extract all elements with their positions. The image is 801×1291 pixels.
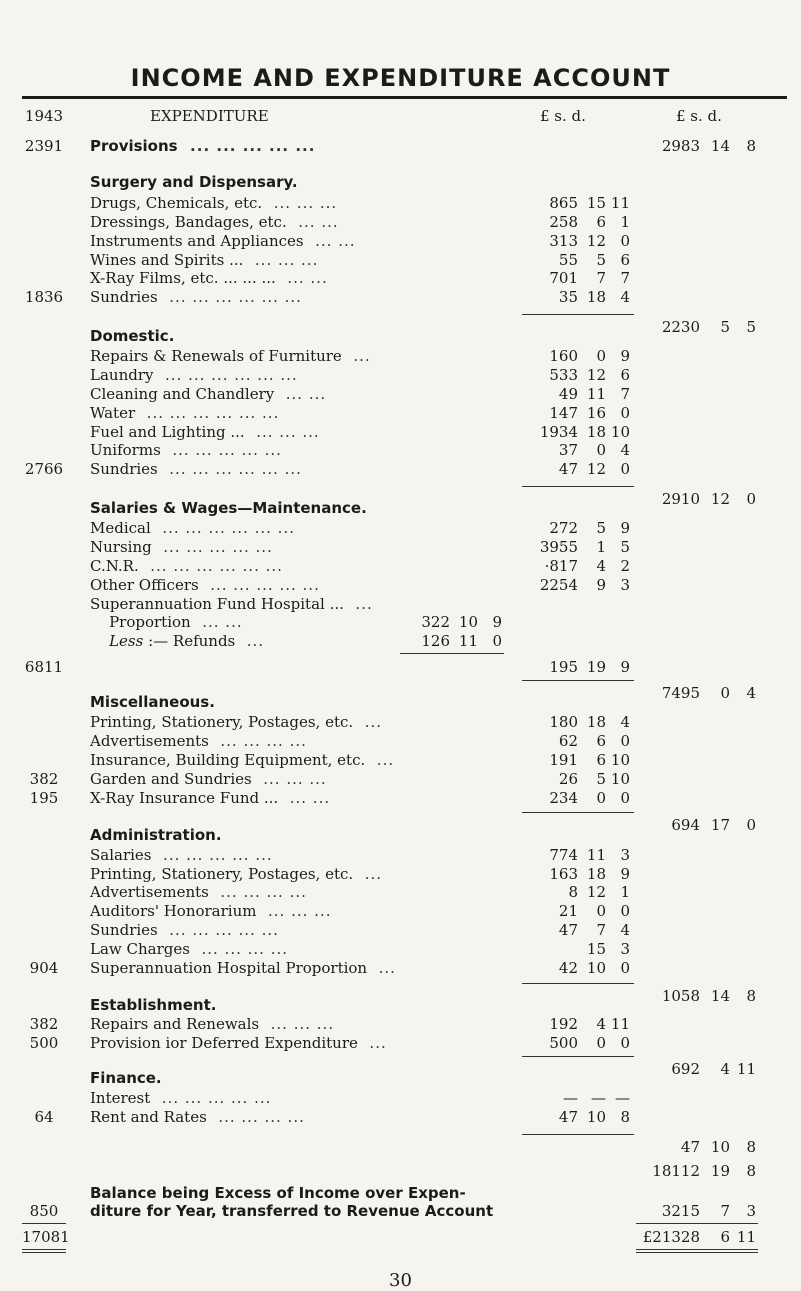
amount-pence: 0 — [620, 404, 630, 422]
line-item-label: Superannuation Hospital Proportion ... — [90, 959, 396, 977]
leader-dots: ... ... ... ... ... ... — [138, 557, 283, 575]
amount-shillings: 7 — [596, 921, 606, 939]
amount-pence: 0 — [620, 959, 630, 977]
amount-pence: 3 — [620, 846, 630, 864]
amount-pence: 11 — [610, 194, 630, 212]
subtotal-rule — [522, 812, 634, 813]
year-rule — [22, 1223, 66, 1224]
year-cell: 64 — [34, 1108, 54, 1126]
line-item-label: Fuel and Lighting ... ... ... ... — [90, 423, 320, 441]
amount-pence: 10 — [610, 423, 630, 441]
expenditure-header: EXPENDITURE — [150, 107, 269, 125]
amount-shillings: 0 — [596, 902, 606, 920]
line-item-label: Interest ... ... ... ... ... — [90, 1089, 272, 1107]
inner-pounds: 126 — [421, 632, 450, 650]
amount-pence: 4 — [620, 441, 630, 459]
amount-pounds: — — [563, 1089, 578, 1107]
line-item-label: Cleaning and Chandlery ... ... — [90, 385, 327, 403]
year-double-rule — [22, 1249, 66, 1250]
amount-pence: 9 — [620, 658, 630, 676]
total-shillings: 5 — [720, 318, 730, 336]
amount-pounds: 21 — [558, 902, 578, 920]
balance-label: diture for Year, transferred to Revenue Account — [90, 1202, 494, 1220]
line-item-label: Superannuation Fund Hospital ... ... — [90, 595, 373, 613]
leader-dots: ... ... ... ... ... ... — [153, 366, 298, 384]
section-heading: Finance. — [90, 1069, 162, 1087]
subtotal-rule — [522, 1134, 634, 1135]
balance-label: Balance being Excess of Income over Expen- — [90, 1184, 466, 1202]
leader-dots: ... ... ... ... ... ... — [157, 288, 302, 306]
inner-pounds: 322 — [421, 613, 450, 631]
line-item-label: Nursing ... ... ... ... ... — [90, 538, 273, 556]
amount-pounds: 163 — [549, 865, 578, 883]
total-pounds: 694 — [671, 816, 700, 834]
amount-pounds: 272 — [549, 519, 578, 537]
total-pence: 8 — [746, 987, 756, 1005]
amount-pounds: 42 — [558, 959, 578, 977]
amount-pounds: 49 — [558, 385, 578, 403]
amount-shillings: 15 — [586, 194, 606, 212]
total-shillings: 14 — [710, 987, 730, 1005]
amount-shillings: 4 — [596, 1015, 606, 1033]
total-pounds: 2910 — [661, 490, 700, 508]
amount-shillings: 11 — [586, 385, 606, 403]
line-item-label: Other Officers ... ... ... ... ... — [90, 576, 320, 594]
amount-shillings: 12 — [586, 232, 606, 250]
line-item-label: Sundries ... ... ... ... ... ... — [90, 460, 302, 478]
amount-shillings: 0 — [596, 789, 606, 807]
balance-pounds: 3215 — [661, 1202, 700, 1220]
line-item-label: Repairs & Renewals of Furniture ... — [90, 347, 371, 365]
total-shillings: 12 — [710, 490, 730, 508]
amount-pence: 4 — [620, 921, 630, 939]
total-shillings: 14 — [710, 137, 730, 155]
leader-dots: ... ... — [278, 789, 331, 807]
line-item-label: Dressings, Bandages, etc. ... ... — [90, 213, 339, 231]
amount-shillings: 18 — [586, 288, 606, 306]
amount-shillings: 16 — [586, 404, 606, 422]
leader-dots: ... ... ... ... ... ... — [150, 519, 295, 537]
line-item-label: Advertisements ... ... ... ... — [90, 883, 307, 901]
leader-dots: ... — [343, 595, 373, 613]
amount-pence: 1 — [620, 213, 630, 231]
amount-pounds: 500 — [549, 1034, 578, 1052]
amount-pounds: 3955 — [539, 538, 578, 556]
section-heading: Miscellaneous. — [90, 693, 215, 711]
section-heading: Establishment. — [90, 996, 217, 1014]
amount-shillings: 5 — [596, 519, 606, 537]
amount-pounds: 62 — [558, 732, 578, 750]
line-item-label: Wines and Spirits ... ... ... ... — [90, 251, 319, 269]
amount-pounds: 35 — [558, 288, 578, 306]
section-heading: Salaries & Wages—Maintenance. — [90, 499, 367, 517]
amount-pence: 6 — [620, 366, 630, 384]
amount-pounds: 191 — [549, 751, 578, 769]
amount-pence: 0 — [620, 232, 630, 250]
line-item-label: Water ... ... ... ... ... ... — [90, 404, 280, 422]
amount-shillings: 18 — [586, 713, 606, 731]
leader-dots: ... ... — [286, 213, 339, 231]
amount-pence: 7 — [620, 269, 630, 287]
leader-dots: ... ... ... ... ... ... — [135, 404, 280, 422]
amount-pounds: 865 — [549, 194, 578, 212]
leader-dots: ... ... ... ... ... — [160, 441, 282, 459]
total-pence: 0 — [746, 816, 756, 834]
subtotal-pence: 8 — [746, 1162, 756, 1180]
total-pence: 8 — [746, 1138, 756, 1156]
leader-dots: ... ... ... — [243, 251, 319, 269]
amount-pence: 3 — [620, 576, 630, 594]
grand-total-rule — [636, 1223, 758, 1224]
total-pounds: 2983 — [661, 137, 700, 155]
amount-pence: 3 — [620, 940, 630, 958]
subtotal-rule — [522, 680, 634, 681]
amount-pence: 5 — [620, 538, 630, 556]
amount-pounds: 160 — [549, 347, 578, 365]
amount-shillings: 10 — [586, 1108, 606, 1126]
page-number: 30 — [389, 1270, 412, 1291]
amount-pounds: 2254 — [539, 576, 578, 594]
amount-pounds: 47 — [558, 921, 578, 939]
amount-pence: 0 — [620, 732, 630, 750]
amount-pounds: 147 — [549, 404, 578, 422]
amount-shillings: 18 — [586, 423, 606, 441]
amount-pounds: 774 — [549, 846, 578, 864]
amount-shillings: 0 — [596, 1034, 606, 1052]
leader-dots: ... ... ... ... ... — [177, 137, 316, 155]
year-cell: 850 — [29, 1202, 59, 1220]
line-item-label: Medical ... ... ... ... ... ... — [90, 519, 295, 537]
line-item-label: Repairs and Renewals ... ... ... — [90, 1015, 335, 1033]
amount-shillings: 6 — [596, 732, 606, 750]
subtotal-shillings: 19 — [710, 1162, 730, 1180]
total-pence: 8 — [746, 137, 756, 155]
leader-dots: ... ... ... ... ... — [157, 921, 279, 939]
inner-pence: 9 — [492, 613, 502, 631]
line-item-label: Drugs, Chemicals, etc. ... ... ... — [90, 194, 338, 212]
line-item-label: Proportion ... ... — [90, 613, 243, 631]
line-item-label: Law Charges ... ... ... ... — [90, 940, 289, 958]
line-item-label: Insurance, Building Equipment, etc. ... — [90, 751, 395, 769]
subtotal-rule — [522, 486, 634, 487]
amount-pence: 11 — [610, 1015, 630, 1033]
leader-dots: ... ... — [190, 613, 243, 631]
year-cell: 6811 — [24, 658, 64, 676]
leader-dots: ... ... ... ... ... ... — [157, 460, 302, 478]
grand-total-double-rule — [636, 1252, 758, 1253]
amount-shillings: 1 — [596, 538, 606, 556]
total-pounds: 7495 — [661, 684, 700, 702]
line-item-label: Salaries ... ... ... ... ... — [90, 846, 273, 864]
amount-pence: 9 — [620, 347, 630, 365]
leader-dots: ... ... — [275, 269, 328, 287]
col1-header: £ s. d. — [540, 107, 586, 125]
line-item-label: Less :— Refunds ... — [109, 632, 265, 650]
grand-total-pence: 11 — [736, 1228, 756, 1246]
line-item-label: Advertisements ... ... ... ... — [90, 732, 307, 750]
total-pounds: 1058 — [661, 987, 700, 1005]
total-pounds: 2230 — [661, 318, 700, 336]
line-item-label: Instruments and Appliances ... ... — [90, 232, 356, 250]
amount-pence: — — [615, 1089, 630, 1107]
amount-pounds: 26 — [558, 770, 578, 788]
amount-pence: 9 — [620, 865, 630, 883]
amount-pounds: 195 — [549, 658, 578, 676]
section-heading: Surgery and Dispensary. — [90, 173, 298, 191]
amount-pounds: 180 — [549, 713, 578, 731]
amount-shillings: 19 — [586, 658, 606, 676]
year-cell: 2391 — [24, 137, 64, 155]
line-item-label: Sundries ... ... ... ... ... — [90, 921, 279, 939]
amount-pounds: ·817 — [544, 557, 578, 575]
subtotal-pounds: 18112 — [652, 1162, 700, 1180]
amount-pence: 0 — [620, 1034, 630, 1052]
amount-pounds: 234 — [549, 789, 578, 807]
amount-shillings: — — [591, 1089, 606, 1107]
inner-shillings: 10 — [458, 613, 478, 631]
line-item-label: Printing, Stationery, Postages, etc. ... — [90, 713, 382, 731]
amount-shillings: 0 — [596, 441, 606, 459]
col2-header: £ s. d. — [676, 107, 722, 125]
amount-pounds: 1934 — [539, 423, 578, 441]
total-pence: 4 — [746, 684, 756, 702]
grand-total-shillings: 6 — [720, 1228, 730, 1246]
amount-pounds: 37 — [558, 441, 578, 459]
amount-pence: 0 — [620, 902, 630, 920]
amount-shillings: 5 — [596, 251, 606, 269]
amount-pounds: 258 — [549, 213, 578, 231]
line-item-label: Provisions ... ... ... ... ... — [90, 137, 316, 155]
leader-dots: ... ... ... — [244, 423, 320, 441]
year-cell: 382 — [29, 1015, 59, 1033]
amount-shillings: 9 — [596, 576, 606, 594]
amount-pence: 9 — [620, 519, 630, 537]
grand-total-double-rule — [636, 1249, 758, 1250]
leader-dots: ... — [341, 347, 371, 365]
line-item-label: Rent and Rates ... ... ... ... — [90, 1108, 305, 1126]
subtotal-rule — [522, 983, 634, 984]
total-pounds: 692 — [671, 1060, 700, 1078]
amount-shillings: 15 — [586, 940, 606, 958]
amount-shillings: 11 — [586, 846, 606, 864]
leader-dots: ... ... ... ... — [208, 883, 307, 901]
inner-rule — [400, 653, 504, 654]
amount-shillings: 5 — [596, 770, 606, 788]
line-item-label: Provision ior Deferred Expenditure ... — [90, 1034, 387, 1052]
grand-total-pounds: £21328 — [642, 1228, 700, 1246]
amount-pounds: 8 — [568, 883, 578, 901]
amount-pounds: 55 — [558, 251, 578, 269]
balance-shillings: 7 — [720, 1202, 730, 1220]
amount-shillings: 4 — [596, 557, 606, 575]
section-heading: Administration. — [90, 826, 222, 844]
amount-pence: 10 — [610, 751, 630, 769]
amount-pence: 0 — [620, 460, 630, 478]
subtotal-rule — [522, 314, 634, 315]
leader-dots: ... — [357, 1034, 387, 1052]
inner-pence: 0 — [492, 632, 502, 650]
leader-dots: ... ... ... — [251, 770, 327, 788]
total-year: 17081 — [22, 1228, 70, 1246]
leader-dots: ... ... ... — [256, 902, 332, 920]
line-item-label: Garden and Sundries ... ... ... — [90, 770, 327, 788]
amount-shillings: 18 — [586, 865, 606, 883]
year-cell: 195 — [29, 789, 59, 807]
leader-dots: ... — [367, 959, 396, 977]
total-shillings: 10 — [710, 1138, 730, 1156]
amount-shillings: 0 — [596, 347, 606, 365]
amount-pounds: 47 — [558, 1108, 578, 1126]
amount-pence: 4 — [620, 713, 630, 731]
line-item-label: Auditors' Honorarium ... ... ... — [90, 902, 332, 920]
line-item-label: X-Ray Films, etc. ... ... ... ... ... — [90, 269, 328, 287]
amount-pence: 10 — [610, 770, 630, 788]
leader-dots: ... ... ... ... ... — [198, 576, 320, 594]
leader-dots: ... ... ... — [259, 1015, 335, 1033]
line-item-label: Printing, Stationery, Postages, etc. ... — [90, 865, 382, 883]
leader-dots: ... — [235, 632, 265, 650]
total-pence: 11 — [736, 1060, 756, 1078]
amount-pounds: 192 — [549, 1015, 578, 1033]
total-shillings: 17 — [710, 816, 730, 834]
total-shillings: 0 — [720, 684, 730, 702]
amount-pounds: 533 — [549, 366, 578, 384]
amount-pence: 4 — [620, 288, 630, 306]
leader-dots: ... ... ... ... ... — [150, 1089, 272, 1107]
total-pence: 0 — [746, 490, 756, 508]
amount-pounds: 313 — [549, 232, 578, 250]
total-pence: 5 — [746, 318, 756, 336]
amount-shillings: 12 — [586, 366, 606, 384]
amount-pence: 6 — [620, 251, 630, 269]
amount-pence: 2 — [620, 557, 630, 575]
leader-dots: ... ... ... ... — [189, 940, 289, 958]
amount-shillings: 6 — [596, 751, 606, 769]
leader-dots: ... ... ... ... ... — [151, 538, 273, 556]
amount-pence: 7 — [620, 385, 630, 403]
year-cell: 382 — [29, 770, 59, 788]
amount-shillings: 7 — [596, 269, 606, 287]
line-item-label: X-Ray Insurance Fund ... ... ... — [90, 789, 331, 807]
inner-shillings: 11 — [458, 632, 478, 650]
amount-shillings: 6 — [596, 213, 606, 231]
leader-dots: ... ... — [303, 232, 356, 250]
subtotal-rule — [522, 1056, 634, 1057]
leader-dots: ... ... ... ... — [206, 1108, 305, 1126]
balance-pence: 3 — [746, 1202, 756, 1220]
leader-dots: ... ... ... — [262, 194, 338, 212]
amount-pence: 1 — [620, 883, 630, 901]
title-rule — [22, 96, 787, 99]
year-cell: 904 — [29, 959, 59, 977]
total-shillings: 4 — [720, 1060, 730, 1078]
total-pounds: 47 — [680, 1138, 700, 1156]
line-item-label: Uniforms ... ... ... ... ... — [90, 441, 282, 459]
amount-shillings: 10 — [586, 959, 606, 977]
amount-pence: 0 — [620, 789, 630, 807]
amount-pence: 8 — [620, 1108, 630, 1126]
amount-shillings: 12 — [586, 460, 606, 478]
year-cell: 1836 — [24, 288, 64, 306]
amount-shillings: 12 — [586, 883, 606, 901]
year-cell: 2766 — [24, 460, 64, 478]
year-header: 1943 — [24, 107, 64, 125]
amount-pounds: 47 — [558, 460, 578, 478]
year-cell: 500 — [29, 1034, 59, 1052]
line-item-label: Sundries ... ... ... ... ... ... — [90, 288, 302, 306]
year-double-rule — [22, 1252, 66, 1253]
line-item-label: Laundry ... ... ... ... ... ... — [90, 366, 298, 384]
leader-dots: ... ... — [274, 385, 327, 403]
page-title: INCOME AND EXPENDITURE ACCOUNT — [130, 64, 671, 92]
leader-dots: ... — [353, 865, 382, 883]
leader-dots: ... ... ... ... ... — [151, 846, 273, 864]
leader-dots: ... ... ... ... — [208, 732, 307, 750]
line-item-label: C.N.R. ... ... ... ... ... ... — [90, 557, 283, 575]
amount-pounds: 701 — [549, 269, 578, 287]
leader-dots: ... — [353, 713, 382, 731]
section-heading: Domestic. — [90, 327, 175, 345]
leader-dots: ... — [365, 751, 395, 769]
